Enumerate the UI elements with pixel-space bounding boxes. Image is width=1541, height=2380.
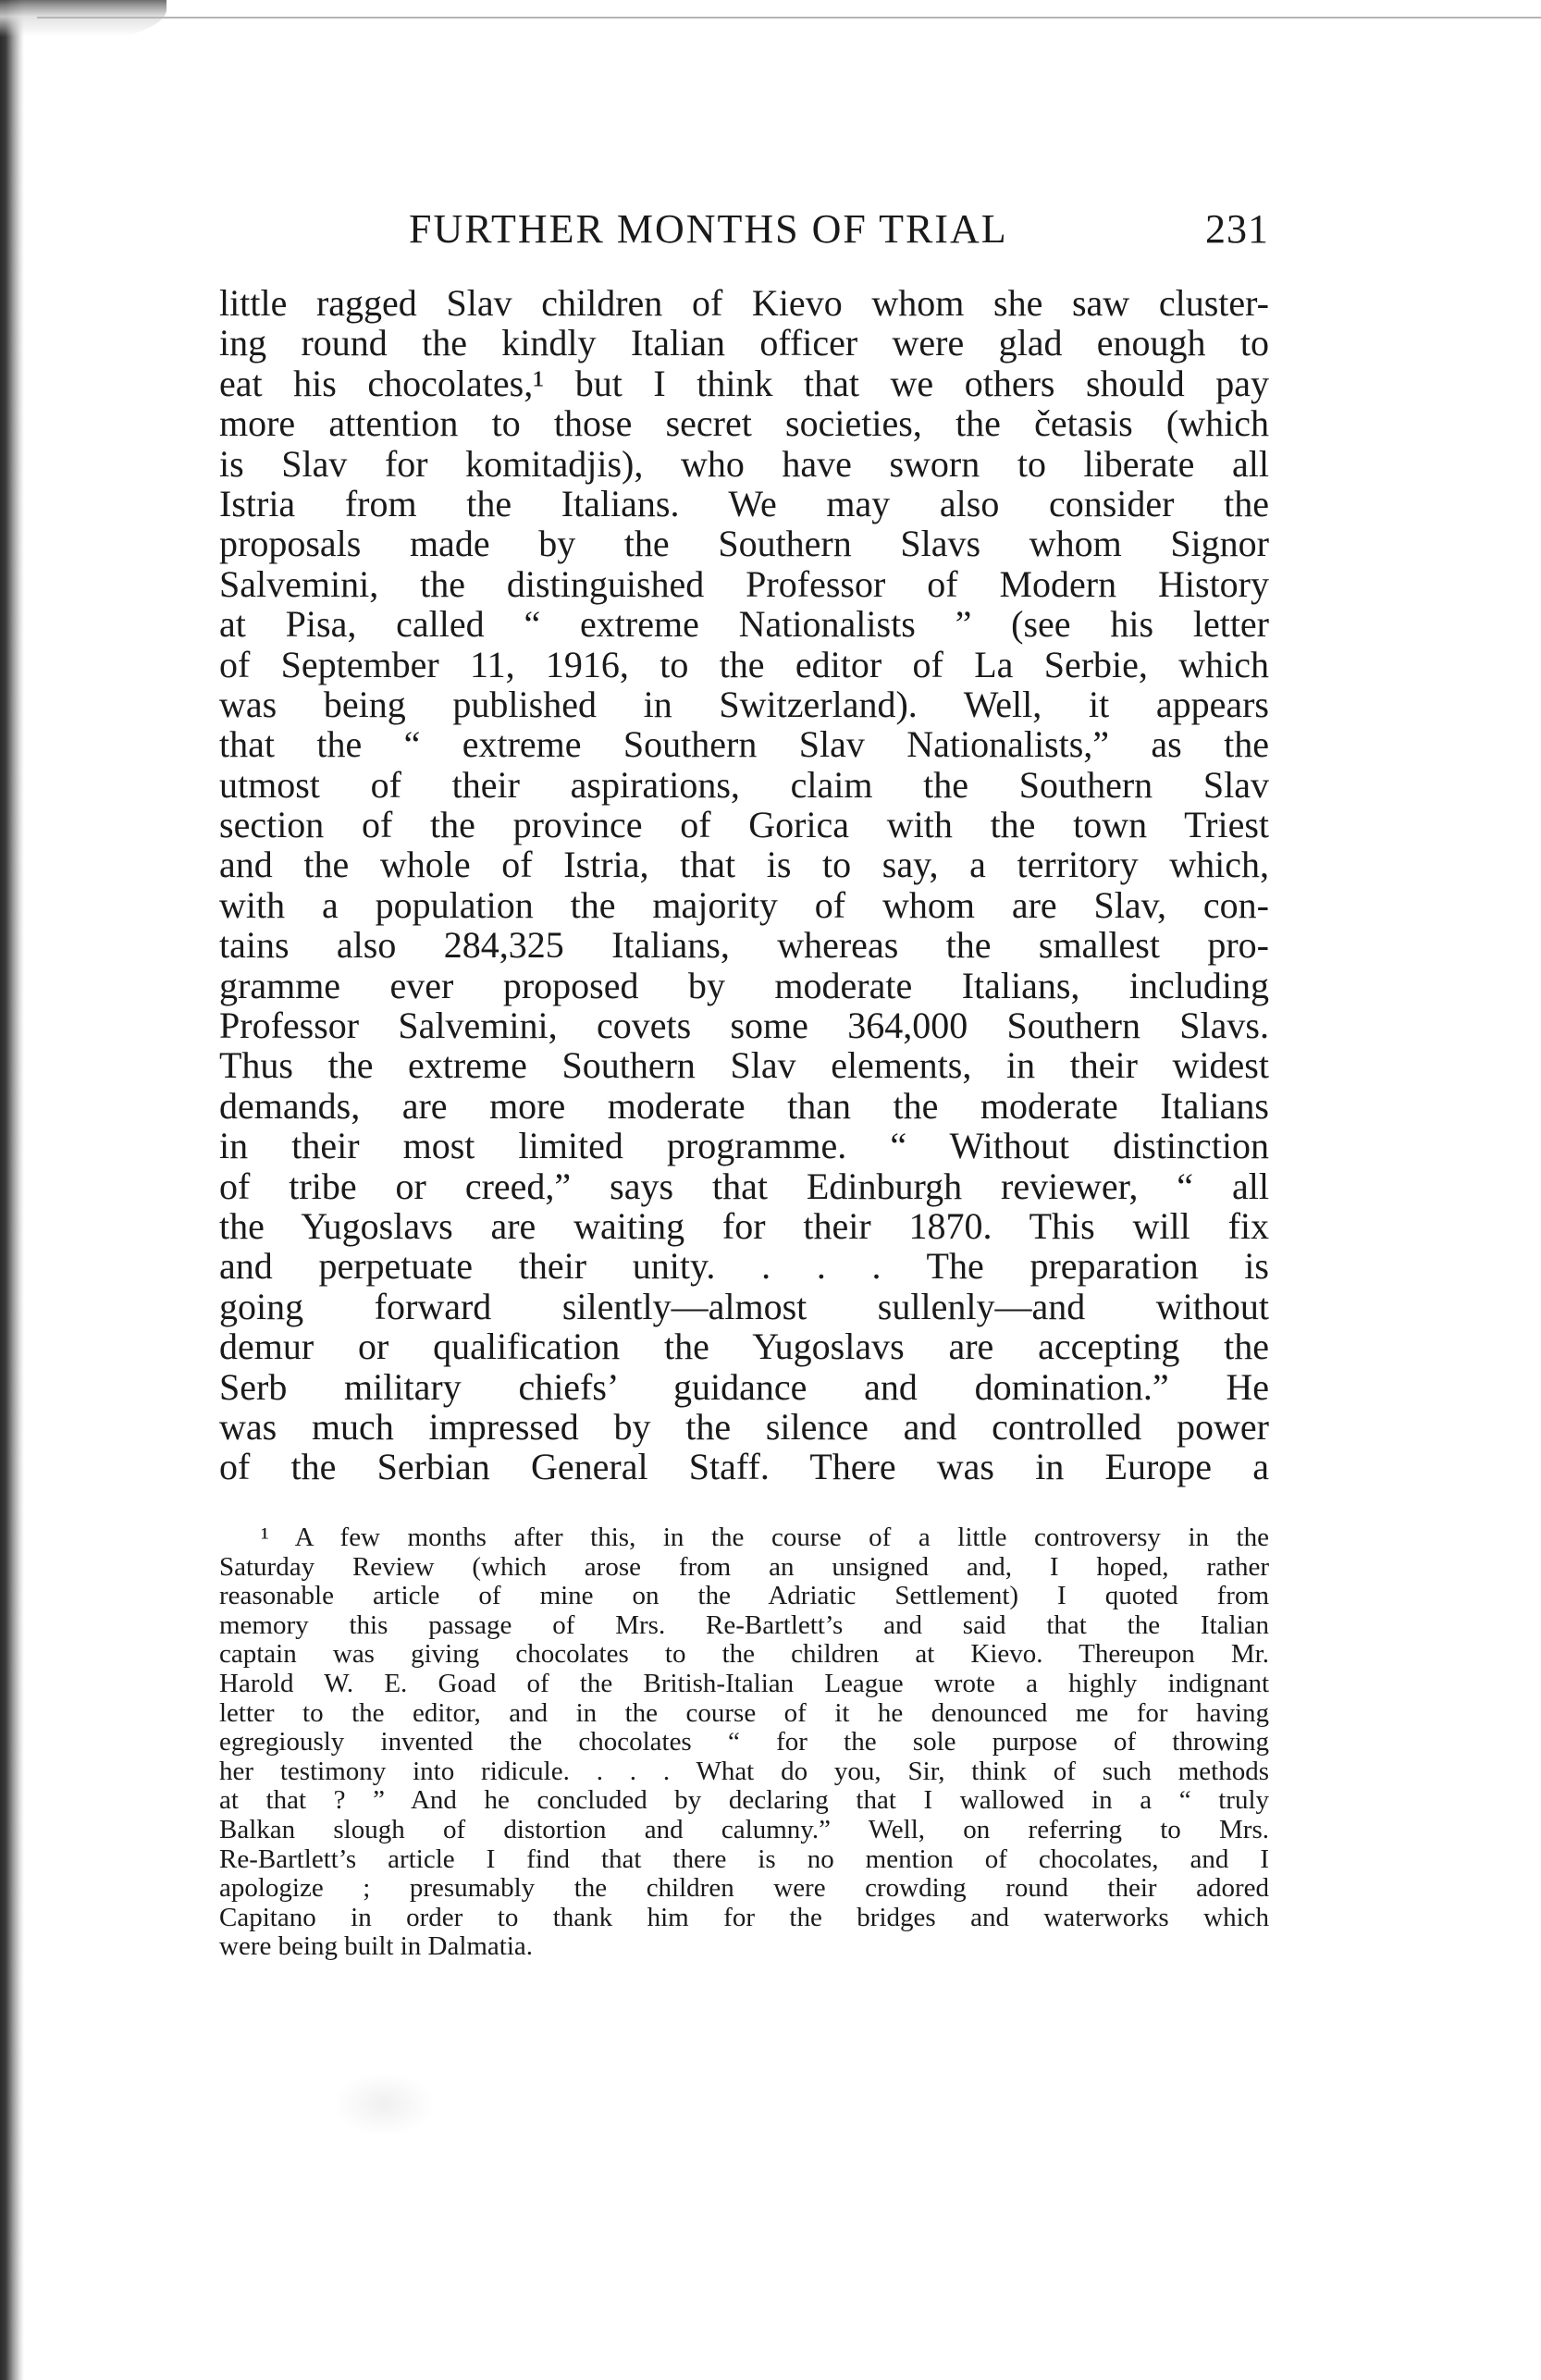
body-line: was being published in Switzerland). Well, it appears [219,683,1269,725]
footnote-line: letter to the editor, and in the course of it he denounced me for having [219,1697,1269,1728]
body-line: in their most limited programme. “ Without distinction [219,1125,1269,1167]
footnote-line: Saturday Review (which arose from an unsigned and, I hoped, rather [219,1551,1269,1582]
body-line: of tribe or creed,” says that Edinburgh reviewer, “ all [219,1165,1269,1207]
body-line: that the “ extreme Southern Slav Nationalists,” as the [219,723,1269,766]
footnote-line: Re-Bartlett’s article I find that there is no mention of chocolates, and I [219,1844,1269,1874]
body-line: tains also 284,325 Italians, whereas the smallest pro- [219,924,1269,967]
footnote-line: were being built in Dalmatia. [219,1931,534,1962]
footnote-line: memory this passage of Mrs. Re-Bartlett’s and said that the Italian [219,1609,1269,1640]
body-line: Salvemini, the distinguished Professor of Modern History [219,562,1269,605]
body-text [219,283,1269,1487]
footnote-line: Balkan slough of distortion and calumny.” Well, on referring to Mrs. [219,1814,1269,1844]
body-line: and perpetuate their unity. . . . The preparation is [219,1245,1269,1288]
footnote-line: egregiously invented the chocolates “ for the sole purpose of throwing [219,1727,1269,1757]
body-line: proposals made by the Southern Slavs whom Signor [219,523,1269,565]
footnote [219,1523,1269,1962]
body-line: the Yugoslavs are waiting for their 1870. This will fix [219,1204,1269,1247]
body-line: ing round the kindly Italian officer were glad enough to [219,322,1269,364]
body-line: Serb military chiefs’ guidance and domination.” He [219,1365,1269,1408]
body-line: demands, are more moderate than the moderate Italians [219,1084,1269,1127]
body-line: and the whole of Istria, that is to say, a territory which, [219,844,1269,886]
body-line: is Slav for komitadjis), who have sworn to liberate all [219,442,1269,485]
body-line: section of the province of Gorica with the town Triest [219,804,1269,846]
body-line: was much impressed by the silence and controlled power [219,1405,1269,1448]
footnote-line: apologize ; presumably the children were crowding round their adored [219,1873,1269,1904]
body-line: little ragged Slav children of Kievo whom she saw cluster- [219,282,1269,324]
footnote-line: at that ? ” And he concluded by declaring that I wallowed in a “ truly [219,1785,1269,1816]
body-line: eat his chocolates,¹ but I think that we others should pay [219,362,1269,404]
body-line: of September 11, 1916, to the editor of La Serbie, which [219,643,1269,685]
footnote-line: Capitano in order to thank him for the bridges and waterworks which [219,1902,1269,1932]
body-line: of the Serbian General Staff. There was in Europe a [219,1446,1269,1488]
page-number: 231 [1205,206,1269,252]
body-line: going forward silently—almost sullenly—and without [219,1285,1269,1327]
body-line: demur or qualification the Yugoslavs are accepting the [219,1326,1269,1368]
footnote-line: ¹ A few months after this, in the course of a little controversy in the [261,1523,1269,1552]
page-corner-curl [0,0,166,46]
page-gutter-shadow [0,0,24,2380]
body-line: utmost of their aspirations, claim the Southern Slav [219,763,1269,806]
page-header [219,205,1269,257]
body-line: Professor Salvemini, covets some 364,000 Southern Slavs. [219,1005,1269,1047]
running-title: FURTHER MONTHS OF TRIAL [409,206,1008,252]
footnote-line: Harold W. E. Goad of the British-Italian League wrote a highly indignant [219,1668,1269,1698]
body-line: with a population the majority of whom are Slav, con- [219,883,1269,926]
body-line: Thus the extreme Southern Slav elements, in their widest [219,1044,1269,1087]
body-line: more attention to those secret societies, the četasis (which [219,402,1269,445]
scan-smudge [333,2072,435,2137]
footnote-line: her testimony into ridicule. . . . What do you, Sir, think of such methods [219,1756,1269,1786]
footnote-line: reasonable article of mine on the Adriatic Settlement) I quoted from [219,1581,1269,1611]
footnote-line: captain was giving chocolates to the children at Kievo. Thereupon Mr. [219,1639,1269,1670]
body-line: gramme ever proposed by moderate Italians, including [219,964,1269,1006]
page-top-edge [37,17,1541,18]
body-line: at Pisa, called “ extreme Nationalists ” (see his letter [219,603,1269,646]
body-line: Istria from the Italians. We may also consider the [219,482,1269,524]
